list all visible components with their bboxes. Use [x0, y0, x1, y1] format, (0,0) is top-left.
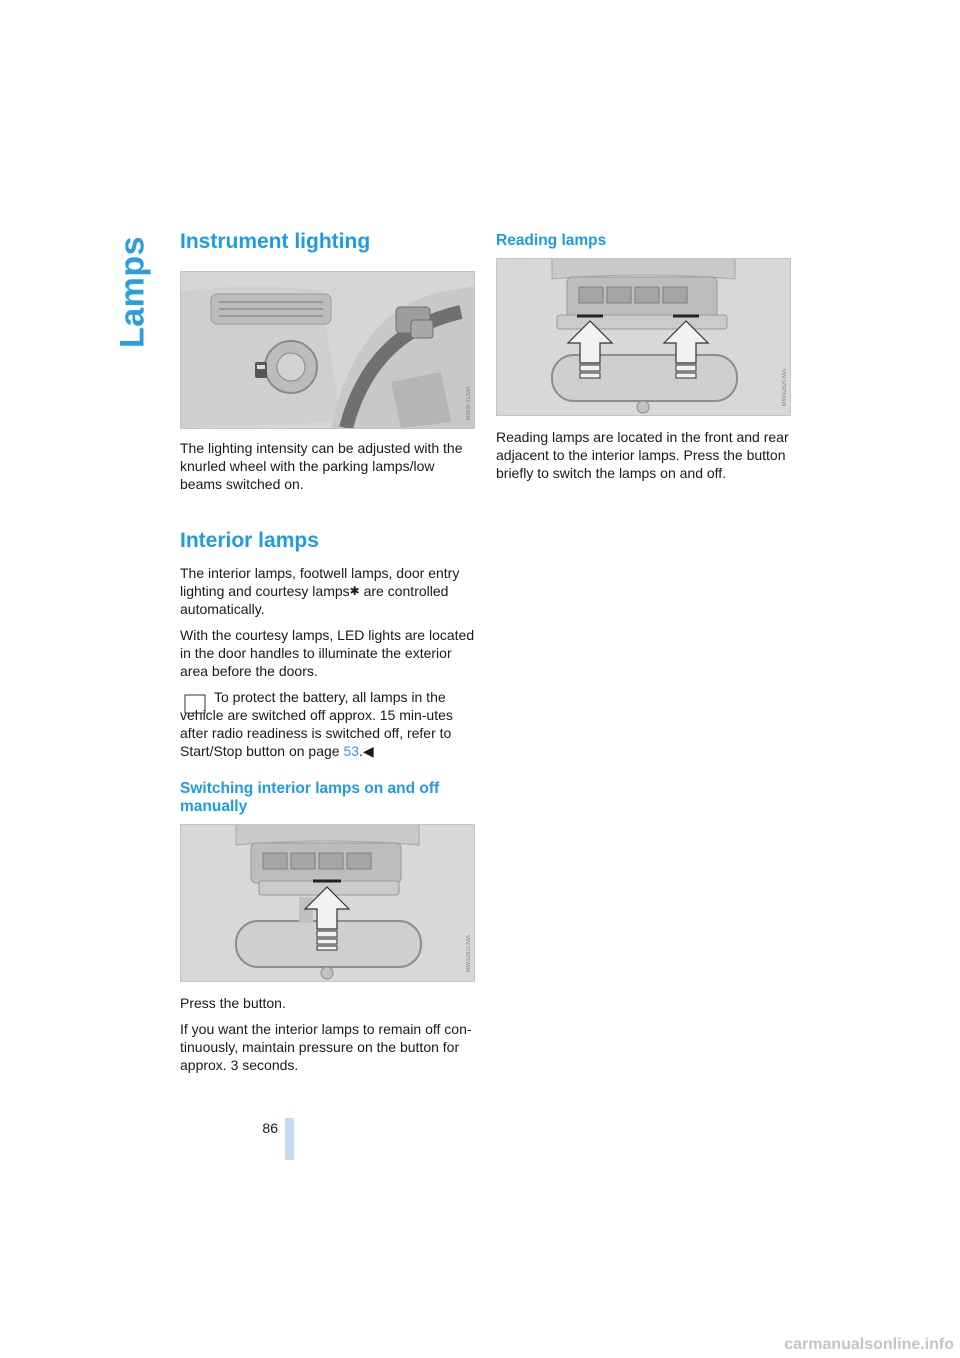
manual-switching-paragraph-1: Press the button. — [180, 994, 286, 1011]
interior-lamps-paragraph-1-text: The interior lamps, footwell lamps, door entry lighting and courtesy lamps — [180, 565, 460, 600]
figure-code: MW8F1CMA — [466, 385, 472, 421]
footer-bar — [285, 1118, 294, 1160]
figure-code: MW3281CMA — [466, 935, 472, 973]
page-53-link[interactable]: 53 — [343, 743, 360, 760]
reading-lamps-text: Reading lamps are located in the front and rear adjacent to the interior lamps. Press the button briefly to switch the lamps on and off. — [496, 428, 789, 481]
interior-lamps-paragraph-1-end: are controlled automatically. — [180, 583, 449, 618]
instrument-lighting-figure — [180, 271, 475, 429]
reading-lamps-figure — [496, 258, 791, 416]
instrument-lighting-text: The lighting intensity can be adjusted with the knurled wheel with the parking lamps/low beams switched on. — [180, 440, 463, 493]
instrument-lighting-heading: Instrument lighting — [180, 230, 371, 253]
interior-lamps-paragraph-1 — [180, 564, 475, 618]
reading-lamps-illustration — [497, 259, 790, 415]
note-icon — [184, 692, 206, 714]
star-icon: ✱ — [349, 584, 360, 599]
figure-code: MW3282CMA — [782, 369, 788, 407]
watermark: carmanualsonline.info — [784, 1336, 954, 1353]
interior-lamps-heading: Interior lamps — [180, 529, 319, 553]
battery-note — [180, 688, 475, 760]
reading-lamps-heading: Reading lamps — [496, 232, 607, 249]
manual-switching-heading: Switching interior lamps on and off manually — [180, 780, 440, 815]
interior-lamps-paragraph-2: With the courtesy lamps, LED lights are located in the door handles to illuminate the exterior area before the doors. — [180, 627, 475, 680]
battery-note-body: To protect the battery, all lamps in the vehicle are switched off approx. 15 min-utes after radio readiness is switched off, refer to Start/Stop button on page — [180, 689, 453, 760]
right-column — [496, 232, 791, 490]
manual-switching-figure — [180, 824, 475, 982]
battery-note-text — [180, 688, 475, 760]
overhead-console-illustration — [181, 825, 474, 981]
side-title — [113, 232, 153, 352]
manual-switching-paragraph-2: If you want the interior lamps to remain off con-tinuously, maintain pressure on the button for approx. 3 seconds. — [180, 1020, 472, 1073]
left-column — [180, 230, 475, 1082]
page-number: 86 — [262, 1120, 278, 1136]
side-title-text: Lamps — [113, 235, 152, 349]
dashboard-illustration — [181, 272, 474, 428]
note-end-mark: .◀ — [359, 743, 374, 760]
